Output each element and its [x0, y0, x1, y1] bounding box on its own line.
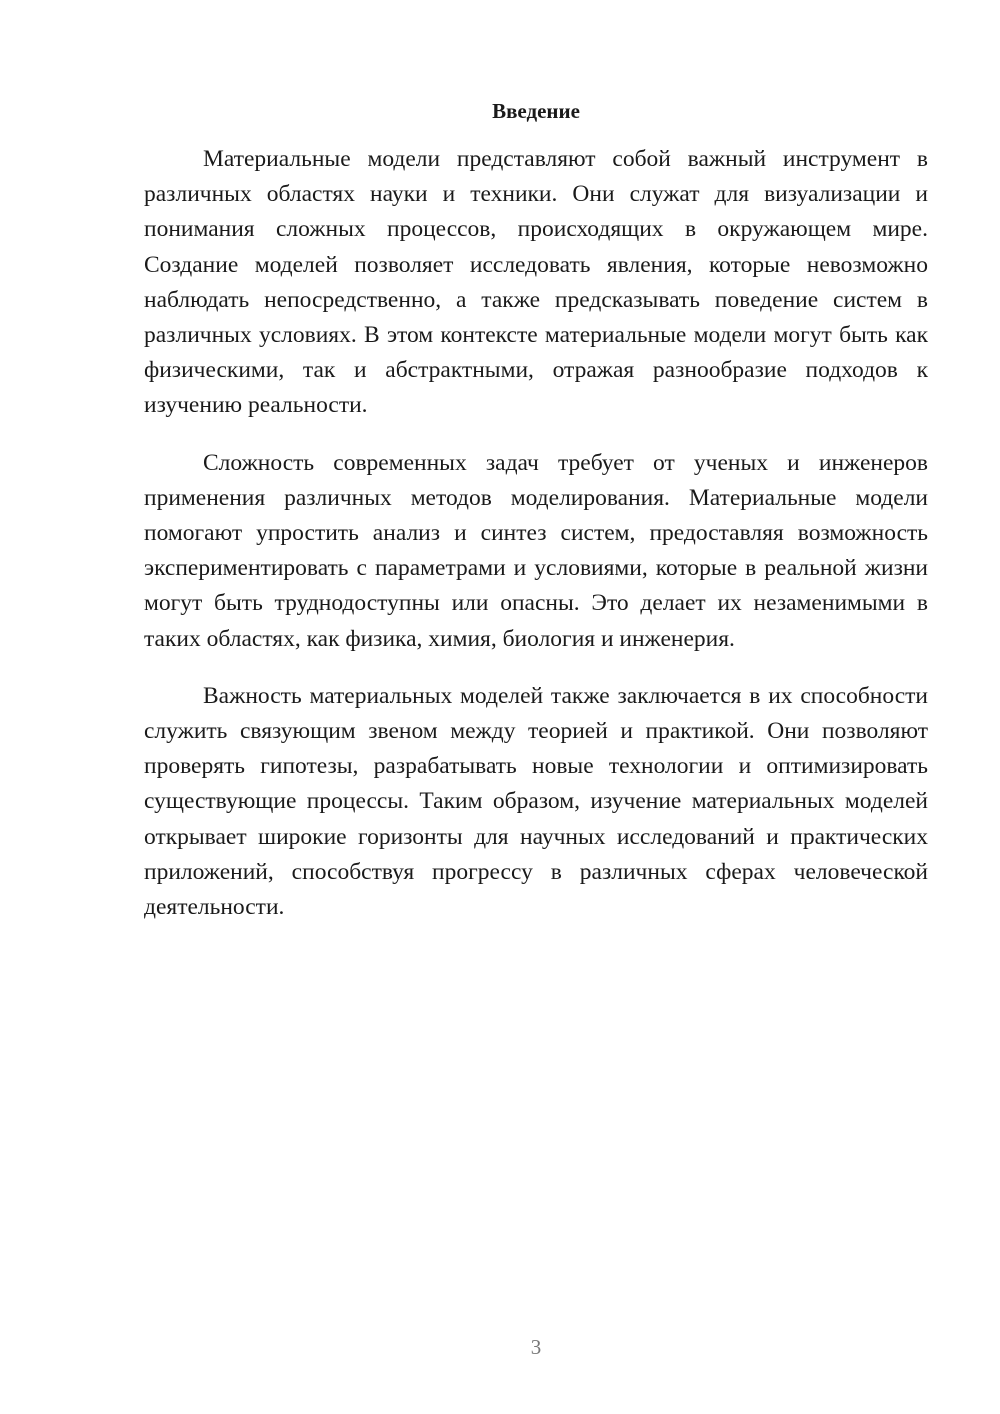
page-number: 3	[530, 1335, 542, 1359]
paragraph-1: Материальные модели представляют собой важный инструмент в различных областях науки и техники. Они служат для визуализации и понимания сложных процессов, происходящих в окружающем мире. Создание моделей позволяет исследовать явления, которые невозможно наблюдать непосредственно, а также предсказывать поведение систем в различных условиях. В этом контексте материальные модели могут быть как физическими, так и абстрактными, отражая разнообразие подходов к изучению реальности.	[144, 146, 928, 419]
paragraph-3: Важность материальных моделей также заключается в их способности служить связующим звеном между теорией и практикой. Они позволяют проверять гипотезы, разрабатывать новые технологии и оптимизировать существующие процессы. Таким образом, изучение материальных моделей открывает широкие горизонты для научных исследований и практических приложений, способствуя прогрессу в различных сферах человеческой деятельности.	[144, 682, 928, 921]
page-title: Введение	[492, 99, 580, 123]
body-text	[144, 142, 928, 947]
paragraph-2: Сложность современных задач требует от ученых и инженеров применения различных методов моделирования. Материальные модели помогают упростить анализ и синтез систем, предоставляя возможность экспериментировать с параметрами и условиями, которые в реальной жизни могут быть труднодоступны или опасны. Это делает их незаменимыми в таких областях, как физика, химия, биология и инженерия.	[144, 449, 928, 652]
